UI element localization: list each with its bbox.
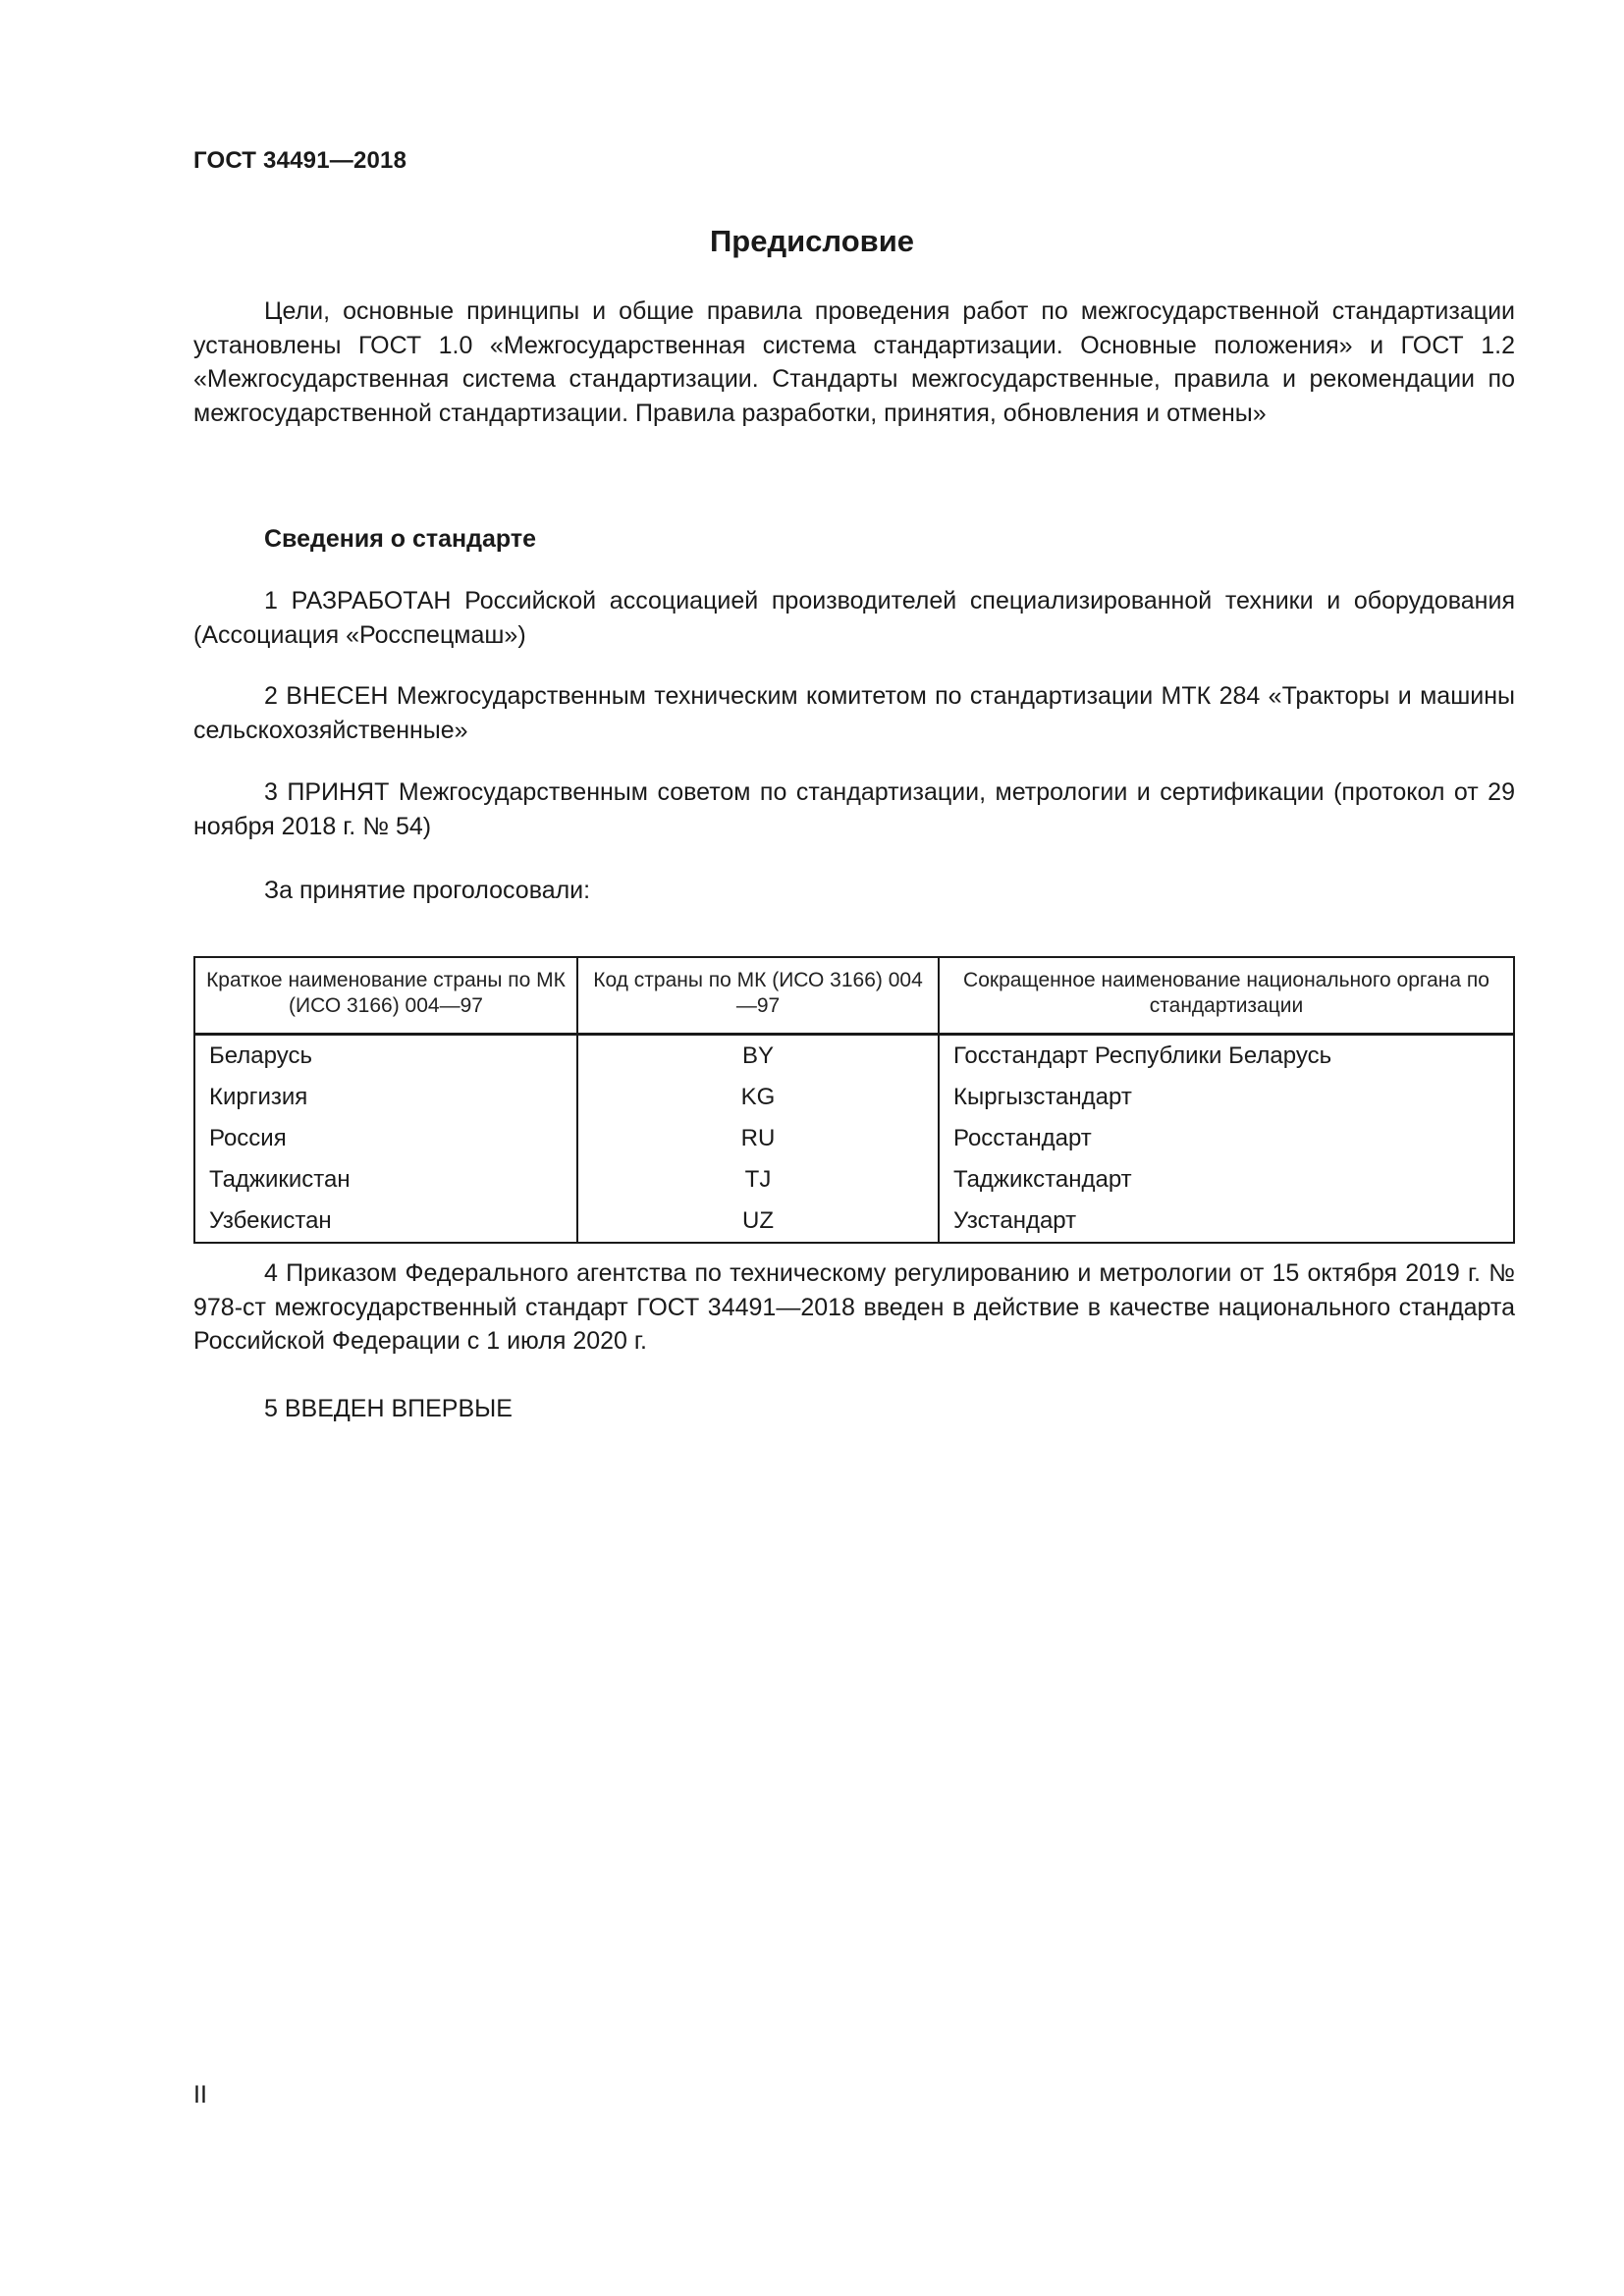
cell-body: Росстандарт — [939, 1118, 1514, 1159]
cell-code: KG — [577, 1077, 939, 1118]
section-title: Предисловие — [709, 224, 914, 258]
cell-code: BY — [577, 1035, 939, 1078]
cell-code: UZ — [577, 1201, 939, 1243]
info-heading: Сведения о стандарте — [264, 525, 537, 553]
item-first-introduced: 5 ВВЕДЕН ВПЕРВЫЕ — [264, 1395, 513, 1422]
cell-country: Узбекистан — [194, 1201, 577, 1243]
voted-label: За принятие проголосовали: — [264, 877, 591, 904]
table-row — [194, 1077, 1514, 1118]
cell-body: Кыргызстандарт — [939, 1077, 1514, 1118]
intro-paragraph: Цели, основные принципы и общие правила проведения работ по межгосударственной стандартизации установлены ГОСТ 1.0 «Межгосударственная система стандартизации. Основные положения» и ГОСТ 1.2 «Межгосударственная система стандартизации. Стандарты межгосударственные, правила и рекомендации по межгосударственной стандартизации. Правила разработки, принятия, обновления и отмены» — [193, 297, 1515, 427]
table-row — [194, 1159, 1514, 1201]
table-header-row — [194, 957, 1514, 1035]
table-row — [194, 1035, 1514, 1078]
header-code: Код страны по МК (ИСО 3166) 004—97 — [577, 957, 939, 1035]
item-adopted: 3 ПРИНЯТ Межгосударственным советом по стандартизации, метрологии и сертификации (протокол от 29 ноября 2018 г. № 54) — [193, 778, 1515, 840]
cell-country: Беларусь — [194, 1035, 577, 1078]
item-submitted: 2 ВНЕСЕН Межгосударственным техническим комитетом по стандартизации МТК 284 «Тракторы и машины сельскохозяйственные» — [193, 682, 1515, 744]
cell-body: Таджикстандарт — [939, 1159, 1514, 1201]
item-developed: 1 РАЗРАБОТАН Российской ассоциацией производителей специализированной техники и оборудования (Ассоциация «Росспецмаш») — [193, 587, 1515, 649]
cell-code: TJ — [577, 1159, 939, 1201]
cell-country: Россия — [194, 1118, 577, 1159]
voting-table — [193, 956, 1515, 1244]
cell-country: Таджикистан — [194, 1159, 577, 1201]
cell-country: Киргизия — [194, 1077, 577, 1118]
header-country: Краткое наименование страны по МК (ИСО 3166) 004—97 — [194, 957, 577, 1035]
page-number: II — [193, 2081, 207, 2109]
cell-body: Узстандарт — [939, 1201, 1514, 1243]
table-row — [194, 1118, 1514, 1159]
table-row — [194, 1201, 1514, 1243]
cell-code: RU — [577, 1118, 939, 1159]
cell-body: Госстандарт Республики Беларусь — [939, 1035, 1514, 1078]
header-body: Сокращенное наименование национального органа по стандартизации — [939, 957, 1514, 1035]
item-enacted: 4 Приказом Федерального агентства по техническому регулированию и метрологии от 15 октября 2019 г. № 978-ст межгосударственный стандарт ГОСТ 34491—2018 введен в действие в качестве национального стандарта Российской Федерации с 1 июля 2020 г. — [193, 1259, 1515, 1355]
document-code: ГОСТ 34491—2018 — [193, 147, 407, 174]
